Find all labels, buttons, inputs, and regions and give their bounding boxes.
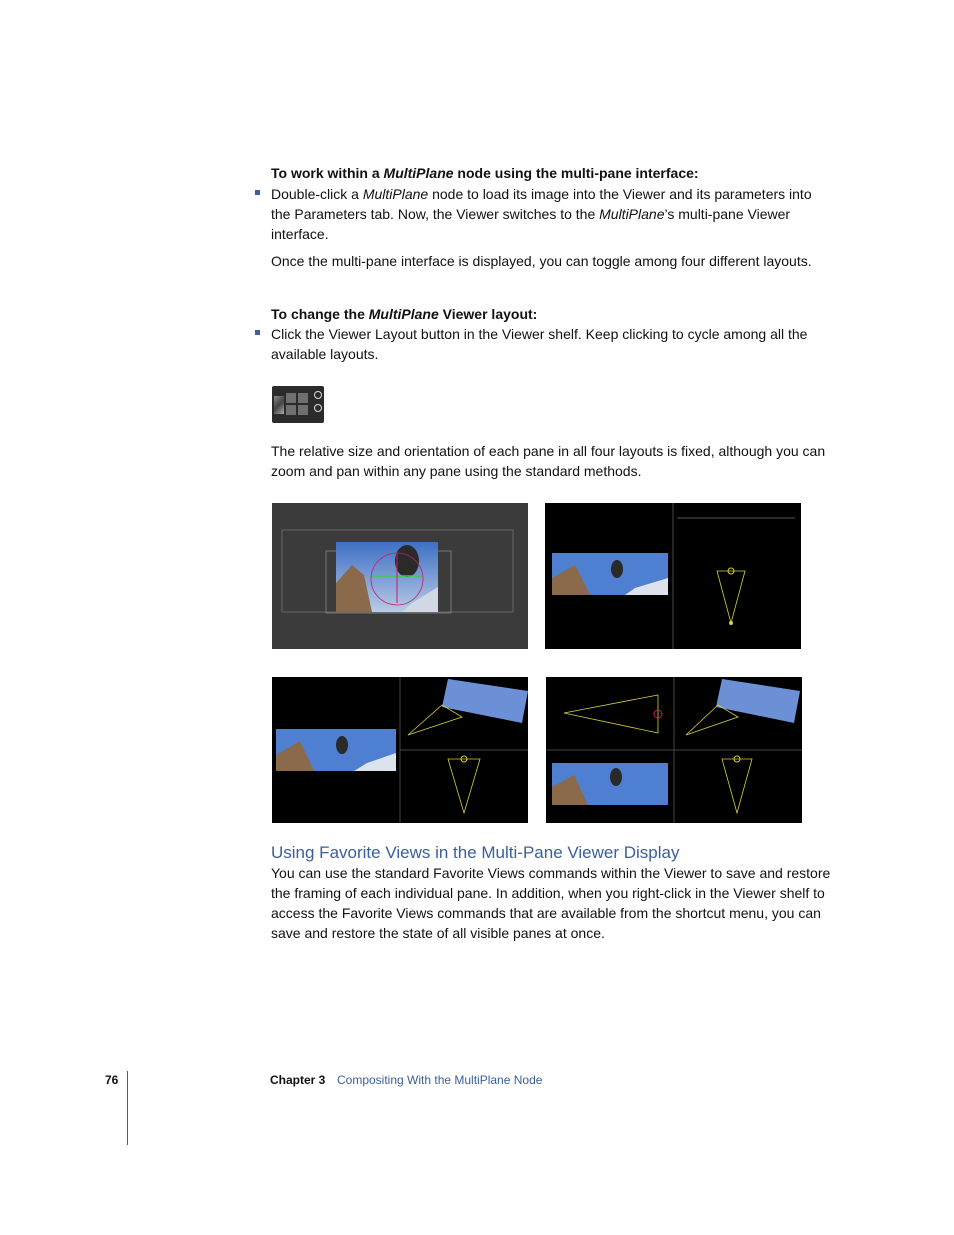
step1-heading-post: node using the multi-pane interface: <box>453 165 699 181</box>
bullet-marker <box>255 330 260 335</box>
bullet-marker <box>255 190 260 195</box>
section-title: Using Favorite Views in the Multi-Pane Viewer Display <box>271 843 680 862</box>
step1-bullet-text-c: ’s multi-pane Viewer interface. <box>271 206 791 242</box>
knob-icon <box>314 404 322 412</box>
step1-heading <box>271 163 831 183</box>
step1-heading-em: MultiPlane <box>383 165 454 181</box>
layout-note: The relative size and orientation of each pane in all four layouts is fixed, although you can zoom and pan within any pane using the standard methods. <box>271 443 826 479</box>
viewer-layout-button-image <box>272 386 324 423</box>
layout-screenshot-four-pane <box>546 677 802 823</box>
step2-heading-em: MultiPlane <box>368 306 439 322</box>
layout-screenshot-single <box>272 503 528 649</box>
footer-rule <box>127 1071 128 1145</box>
step1-note: Once the multi-pane interface is displayed, you can toggle among four different layouts. <box>271 253 812 269</box>
knob-icon <box>314 391 322 399</box>
footer-chapter: Chapter 3 <box>270 1073 326 1087</box>
layout-screenshot-three-pane <box>272 677 528 823</box>
layout-screenshot-two-pane <box>545 503 801 649</box>
step1-bullet-em2: MultiPlane <box>599 206 665 222</box>
step1-bullet <box>271 184 831 244</box>
brush-icon <box>274 396 284 414</box>
step1-bullet-text-b: node to load its image into the Viewer and its parameters into the Parameters tab. Now, the Viewer switches to the <box>271 186 812 222</box>
step1-heading-pre: To work within a <box>271 165 384 181</box>
page-number: 76 <box>105 1073 119 1087</box>
section-body: You can use the standard Favorite Views commands within the Viewer to save and restore the framing of each individual pane. In addition, when you right-click in the Viewer shelf to access the Favorite Views commands that are available from the shortcut menu, you can save and restore the state of all visible panes at once. <box>271 865 831 941</box>
layout-grid-icon <box>286 393 308 415</box>
footer-chapter-title: Compositing With the MultiPlane Node <box>337 1073 543 1087</box>
step2-heading <box>271 304 831 324</box>
step1-bullet-text-a: Double-click a <box>271 186 363 202</box>
step2-bullet: Click the Viewer Layout button in the Viewer shelf. Keep clicking to cycle among all the available layouts. <box>271 326 808 362</box>
step2-heading-pre: To change the <box>271 306 369 322</box>
step2-heading-post: Viewer layout: <box>438 306 538 322</box>
step1-bullet-em1: MultiPlane <box>362 186 429 202</box>
